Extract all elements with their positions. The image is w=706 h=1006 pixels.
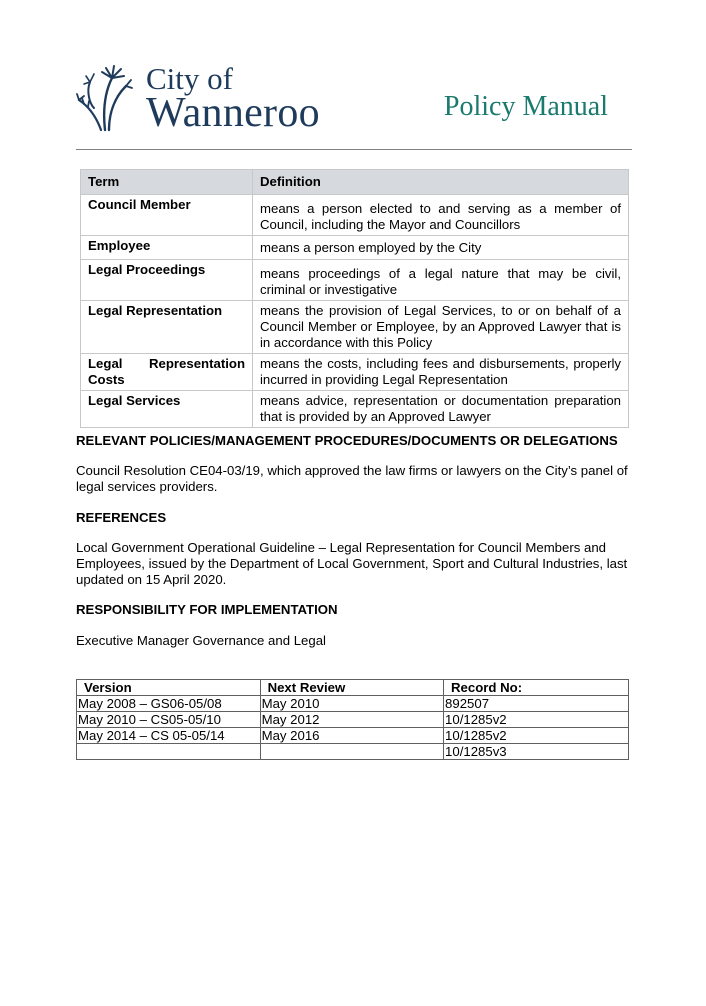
definition-cell: means advice, representation or documentation preparation that is provided by an Approved Lawyer: [253, 391, 629, 428]
term-cell: Employee: [81, 236, 253, 260]
page-header: [76, 62, 632, 138]
next-review-column-header: Next Review: [260, 680, 443, 696]
term-cell: [81, 354, 253, 391]
record-cell: 10/1285v3: [444, 744, 629, 760]
next-review-cell: May 2012: [260, 712, 443, 728]
record-column-header: Record No:: [444, 680, 629, 696]
definition-text: means proceedings of a legal nature that may be civil, criminal or investigative: [260, 266, 621, 297]
definition-column-header: Definition: [253, 170, 629, 195]
table-row: [77, 744, 629, 760]
responsibility-heading: RESPONSIBILITY FOR IMPLEMENTATION: [76, 602, 338, 617]
term-column-header: Term: [81, 170, 253, 195]
term-cell: Council Member: [81, 195, 253, 236]
definition-cell: [253, 260, 629, 301]
term-text: Legal Representation Costs: [88, 356, 245, 387]
definitions-header-row: [81, 170, 629, 195]
table-row: [77, 712, 629, 728]
version-history-table: [76, 679, 629, 760]
version-header-row: [77, 680, 629, 696]
record-cell: 892507: [444, 696, 629, 712]
references-heading: REFERENCES: [76, 510, 167, 525]
table-row: [77, 728, 629, 744]
header-divider: [76, 149, 632, 150]
definitions-table: [80, 169, 629, 428]
version-column-header: Version: [77, 680, 261, 696]
table-row: [81, 195, 629, 236]
definition-cell: means the costs, including fees and disbursements, properly incurred in providing Legal Representation: [253, 354, 629, 391]
version-cell: May 2010 – CS05-05/10: [77, 712, 261, 728]
record-cell: 10/1285v2: [444, 728, 629, 744]
city-logo-icon: [76, 64, 134, 132]
version-cell: May 2014 – CS 05-05/14: [77, 728, 261, 744]
table-row: [77, 696, 629, 712]
table-row: [81, 354, 629, 391]
table-row: [81, 391, 629, 428]
next-review-cell: [260, 744, 443, 760]
relevant-policies-heading: RELEVANT POLICIES/MANAGEMENT PROCEDURES/DOCUMENTS OR DELEGATIONS: [76, 433, 618, 448]
table-row: [81, 301, 629, 354]
table-row: [81, 260, 629, 301]
references-body: Local Government Operational Guideline – Legal Representation for Council Members and Employees, issued by the Department of Local Government, Sport and Cultural Industries, last updated on 15 April 2020.: [76, 540, 628, 587]
term-cell: Legal Services: [81, 391, 253, 428]
version-cell: [77, 744, 261, 760]
record-cell: 10/1285v2: [444, 712, 629, 728]
definition-cell: means the provision of Legal Services, to or on behalf of a Council Member or Employee, by an Approved Lawyer that is in accordance with this Policy: [253, 301, 629, 354]
next-review-cell: May 2010: [260, 696, 443, 712]
manual-title: Policy Manual: [443, 91, 608, 122]
logo-text-city-of: City of: [146, 61, 233, 96]
term-cell: Legal Proceedings: [81, 260, 253, 301]
definition-cell: [253, 236, 629, 260]
term-cell: Legal Representation: [81, 301, 253, 354]
definition-text: means a person employed by the City: [260, 240, 482, 255]
definition-text: means a person elected to and serving as a member of Council, including the Mayor and Councillors: [260, 201, 621, 232]
table-row: [81, 236, 629, 260]
responsibility-body: Executive Manager Governance and Legal: [76, 633, 326, 648]
definition-cell: [253, 195, 629, 236]
relevant-policies-body: Council Resolution CE04-03/19, which approved the law firms or lawyers on the City’s panel of legal services providers.: [76, 463, 628, 494]
version-cell: May 2008 – GS06-05/08: [77, 696, 261, 712]
next-review-cell: May 2016: [260, 728, 443, 744]
logo-text-wanneroo: Wanneroo: [146, 90, 320, 136]
